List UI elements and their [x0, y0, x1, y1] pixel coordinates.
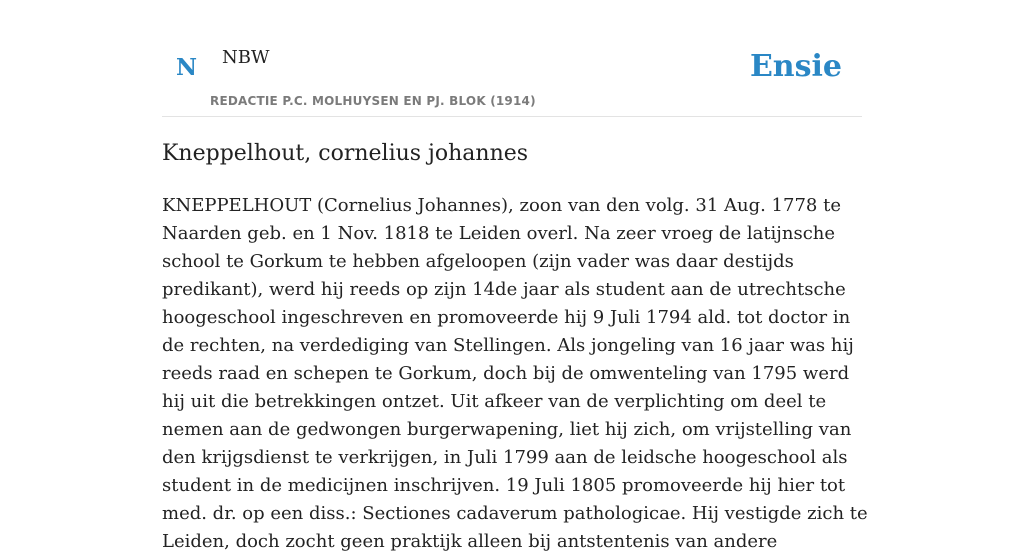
source-logo[interactable]: N	[176, 54, 198, 81]
brand-logo[interactable]: Ensie	[749, 49, 842, 84]
article-body: KNEPPELHOUT (Cornelius Johannes), zoon van den volg. 31 Aug. 1778 te Naarden geb. en 1 Nov. 1818 te Leiden overl. Na zeer vroeg de latijnsche school te Gorkum te hebben afgeloopen (zijn vader was daar destijds predikant), werd hij reeds op zijn 14de jaar als student aan de utrechtsche hoogeschool ingeschreven en promoveerde hij 9 Juli 1794 ald. tot doctor in de rechten, na verdediging van Stellingen. Als jongeling van 16 jaar was hij reeds raad en schepen te Gorkum, doch bij de omwenteling van 1795 werd hij uit die betrekkingen ontzet. Uit afkeer van de verplichting om deel te nemen aan de gedwongen burgerwapening, liet hij zich, om vrijstelling van den krijgsdienst te verkrijgen, in Juli 1799 aan de leidsche hoogeschool als student in de medicijnen inschrijven. 19 Juli 1805 promoveerde hij hier tot med. dr. op een diss.: Sectiones cadaverum pathologicae. Hij vestigde zich te Leiden, doch zocht geen praktijk alleen bij antstentenis van andere	[162, 195, 868, 552]
source-header	[162, 0, 862, 117]
article-title: Kneppelhout, cornelius johannes	[162, 141, 529, 166]
source-subtitle: REDACTIE P.C. MOLHUYSEN EN PJ. BLOK (1914)	[210, 94, 536, 108]
source-title[interactable]: NBW	[222, 47, 270, 68]
